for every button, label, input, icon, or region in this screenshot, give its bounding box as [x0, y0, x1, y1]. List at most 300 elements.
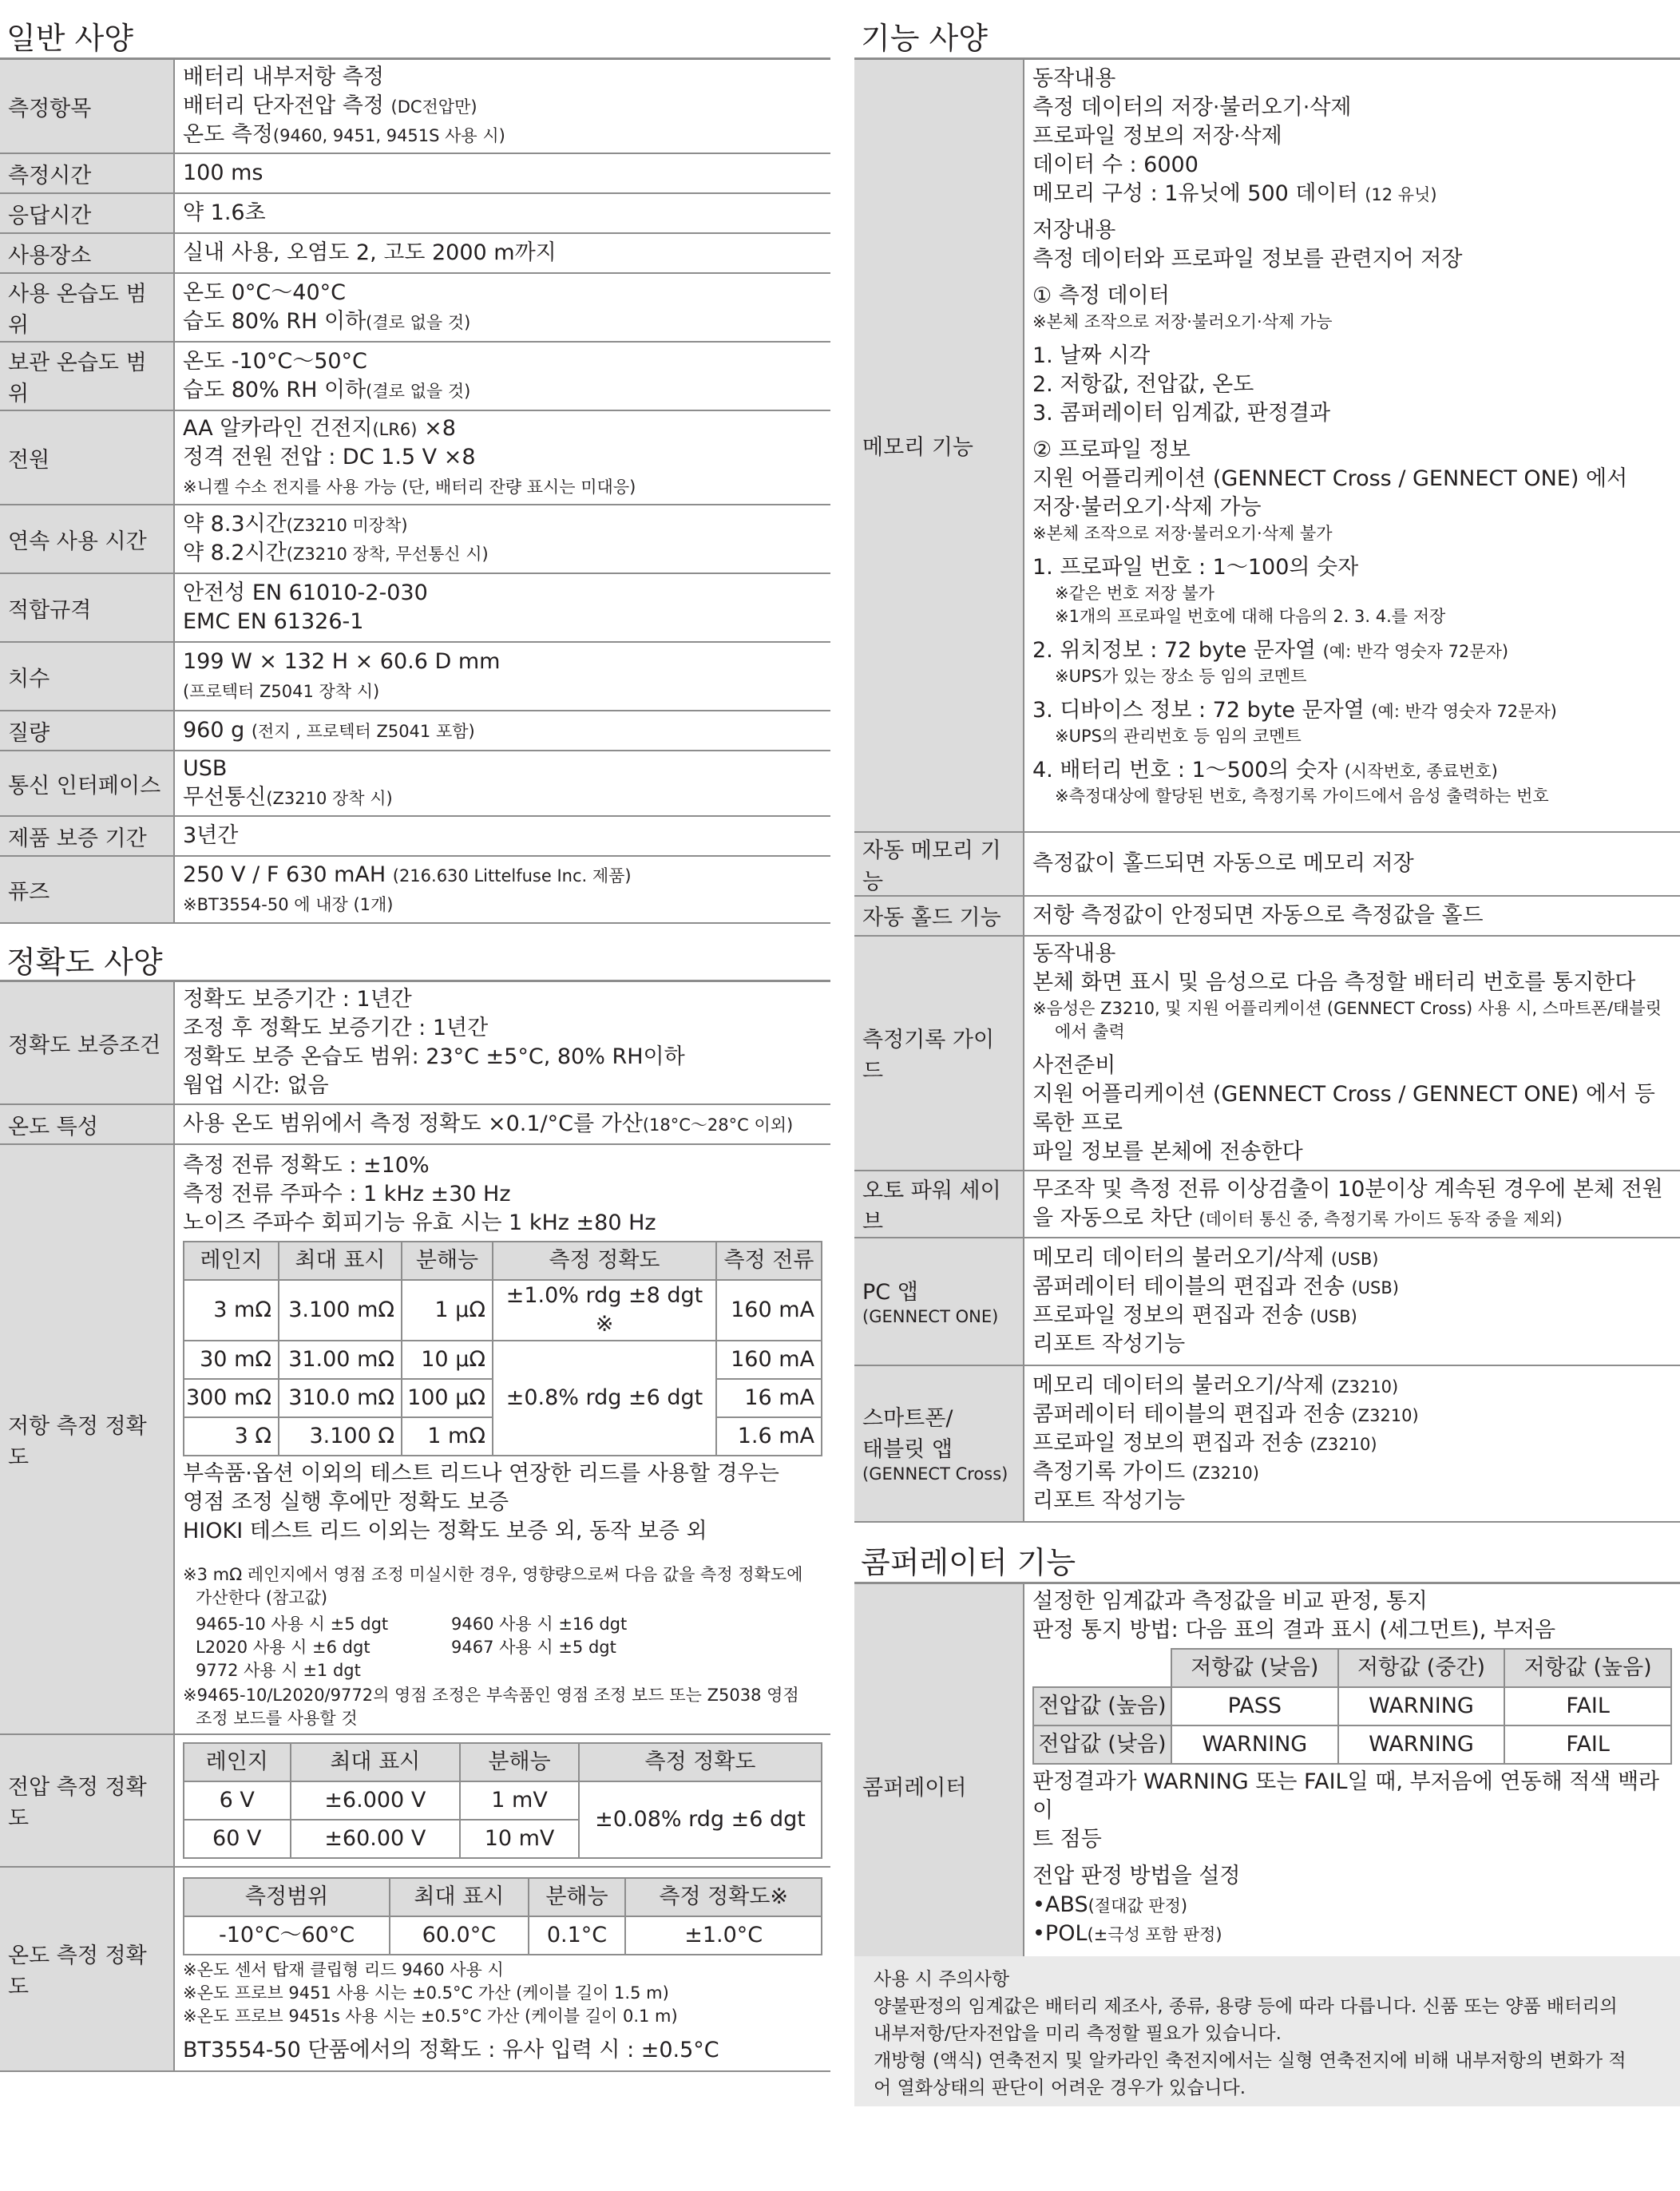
- spec-row: [0, 273, 830, 342]
- cell: FAIL: [1504, 1725, 1671, 1764]
- line: 2. 저항값, 전압값, 온도: [1032, 372, 1254, 397]
- line: 저장내용: [1032, 218, 1116, 243]
- row-label: 오토 파워 세이브: [854, 1171, 1024, 1238]
- cell: 160 mA: [716, 1280, 822, 1341]
- row-label: 적합규격: [0, 573, 174, 642]
- row-value: [174, 505, 830, 573]
- comparator-title: 콤퍼레이터 기능: [861, 1544, 1076, 1580]
- value-line: [183, 239, 822, 267]
- line: 지원 어플리케이션 (GENNECT Cross / GENNECT ONE) 에서: [1032, 466, 1628, 491]
- function-spec-title: 기능 사양: [861, 21, 988, 56]
- note: (시작번호, 종료번호): [1344, 762, 1498, 781]
- cell: 16 mA: [716, 1379, 822, 1417]
- value-line: [183, 676, 822, 705]
- cell: 31.00 mΩ: [279, 1341, 402, 1379]
- line: 배터리 내부저항 측정: [183, 65, 384, 89]
- row-label: 치수: [0, 642, 174, 711]
- col-header: 측정범위: [184, 1878, 390, 1916]
- note: (±극성 포함 판정): [1087, 1924, 1222, 1944]
- line: 콤퍼레이터 테이블의 편집과 전송: [1032, 1401, 1352, 1427]
- note: (18°C～28°C 이외): [642, 1115, 794, 1135]
- line: 측정 데이터의 저장·불러오기·삭제: [1032, 95, 1352, 120]
- cell: ±0.8% rdg ±6 dgt: [493, 1341, 716, 1456]
- line: 본체 화면 표시 및 음성으로 다음 측정할 배터리 번호를 통지한다: [1032, 969, 1636, 995]
- line: 어 열화상태의 판단이 어려운 경우가 있습니다.: [874, 2078, 1246, 2098]
- row-value: [174, 751, 830, 816]
- line: ① 측정 데이터: [1032, 283, 1170, 308]
- cell: 3.100 Ω: [279, 1417, 402, 1456]
- line: 리포트 작성기능: [1032, 1331, 1186, 1357]
- note: 9467 사용 시 ±5 dgt: [451, 1638, 616, 1657]
- spec-row: [0, 505, 830, 573]
- label-sub: (GENNECT Cross): [862, 1464, 1008, 1484]
- line: 부속품·옵션 이외의 테스트 리드나 연장한 리드를 사용할 경우는: [183, 1461, 779, 1486]
- row-value: [174, 59, 830, 154]
- spec-row: [0, 816, 830, 856]
- spec-row: [0, 751, 830, 816]
- note: (DC전압만): [390, 97, 477, 117]
- cell: ±0.08% rdg ±6 dgt: [579, 1781, 822, 1858]
- temperature-range-table: [183, 1877, 822, 1955]
- cell: WARNING: [1338, 1687, 1505, 1725]
- cell: 60.0°C: [390, 1916, 528, 1955]
- note: 9772 사용 시 ±1 dgt: [196, 1661, 361, 1680]
- auto-power-save-row: [854, 1171, 1680, 1238]
- row-label: 정확도 보증조건: [0, 981, 174, 1105]
- row-label: 연속 사용 시간: [0, 505, 174, 573]
- row-value: [1024, 1583, 1680, 1989]
- row-label: 전원: [0, 410, 174, 505]
- col-header: 저항값 (높음): [1504, 1649, 1671, 1687]
- line: 프로파일 정보의 편집과 전송: [1032, 1302, 1310, 1328]
- cell: 100 μΩ: [402, 1379, 493, 1417]
- row-value: [1024, 59, 1680, 832]
- row-label: 온도 특성: [0, 1104, 174, 1144]
- line: 프로파일 정보의 저장·삭제: [1032, 124, 1282, 149]
- line: 4. 배터리 번호 : 1～500의 숫자: [1032, 758, 1338, 782]
- row-label: 통신 인터페이스: [0, 751, 174, 816]
- line: 실내 사용, 오염도 2, 고도 2000 m까지: [183, 240, 557, 265]
- row-label: 전압 측정 정확도: [0, 1734, 174, 1867]
- line: 동작내용: [1032, 941, 1116, 966]
- cell: 60 V: [184, 1820, 291, 1858]
- voltage-accuracy-row: [0, 1734, 830, 1867]
- left-column: [0, 0, 830, 2072]
- line: 1. 날짜 시각: [1032, 343, 1151, 368]
- line: 약 1.6초: [183, 200, 266, 225]
- line: 프로파일 정보의 편집과 전송: [1032, 1430, 1310, 1456]
- note: (전지 , 프로텍터 Z5041 포함): [251, 722, 475, 741]
- note: (Z3210): [1191, 1463, 1259, 1483]
- row-label: 측정항목: [0, 59, 174, 154]
- note: 9460 사용 시 ±16 dgt: [451, 1615, 628, 1634]
- line: 3. 콤퍼레이터 임계값, 판정결과: [1032, 401, 1331, 426]
- line: 3년간: [183, 823, 239, 848]
- note: (Z3210 장착, 무선통신 시): [286, 545, 489, 564]
- cell: ±6.000 V: [291, 1781, 461, 1820]
- cell: 3.100 mΩ: [279, 1280, 402, 1341]
- line: 무조작 및 측정 전류 이상검출이 10분이상 계속된 경우에 본체 전원: [1032, 1176, 1663, 1202]
- line: 배터리 단자전압 측정: [183, 93, 391, 118]
- cell: 0.1°C: [529, 1916, 626, 1955]
- row-value: [1024, 1171, 1680, 1238]
- value-line: [183, 889, 822, 918]
- col-header: 최대 표시: [291, 1743, 461, 1781]
- value-line: [183, 347, 822, 376]
- row-value: [174, 981, 830, 1105]
- spec-row: [0, 342, 830, 410]
- line: 정확도 보증 온습도 범위: 23°C ±5°C, 80% RH이하: [183, 1044, 685, 1069]
- table-row: [184, 1341, 822, 1379]
- row-label: 자동 메모리 기능: [854, 832, 1024, 896]
- value-line: [183, 716, 822, 745]
- col-header: 분해능: [529, 1878, 626, 1916]
- note: (결로 없을 것): [366, 313, 471, 332]
- line: 메모리 구성 : 1유닛에 500 데이터: [1032, 181, 1358, 206]
- value-line: [183, 307, 822, 336]
- note: 에서 출력: [1055, 1021, 1125, 1041]
- value-line: [183, 199, 822, 228]
- row-value: [174, 1867, 830, 2071]
- row-label: 메모리 기능: [854, 59, 1024, 832]
- note: ※UPS의 관리번호 등 임의 코멘트: [1055, 727, 1302, 746]
- row-label: 보관 온습도 범위: [0, 342, 174, 410]
- line: 199 W × 132 H × 60.6 D mm: [183, 649, 501, 674]
- cell: 3 mΩ: [184, 1280, 279, 1341]
- line: 영점 조정 실행 후에만 정확도 보증: [183, 1490, 509, 1515]
- memory-function-row: [854, 59, 1680, 832]
- row-label: 콤퍼레이터: [854, 1583, 1024, 1989]
- line: 판정 통지 방법: 다음 표의 결과 표시 (세그먼트), 부저음: [1032, 1617, 1556, 1642]
- note: (Z3210): [1310, 1434, 1377, 1454]
- line: 트 점등: [1032, 1826, 1102, 1852]
- row-value: [174, 410, 830, 505]
- row-header: 전압값 (낮음): [1033, 1725, 1171, 1764]
- cell: ±60.00 V: [291, 1820, 461, 1858]
- line: 판정결과가 WARNING 또는 FAIL일 때, 부저음에 연동해 적색 백라이: [1032, 1769, 1660, 1823]
- table-row: [184, 1280, 822, 1341]
- note: ※니켈 수소 전지를 사용 가능 (단, 배터리 잔량 표시는 미대응): [183, 477, 636, 497]
- spec-row: [0, 233, 830, 273]
- note: (Z3210): [1330, 1377, 1399, 1397]
- line: HIOKI 테스트 리드 이외는 정확도 보증 외, 동작 보증 외: [183, 1519, 707, 1543]
- spec-row: [0, 573, 830, 642]
- spec-row: [0, 410, 830, 505]
- label: 태블릿 앱: [862, 1437, 953, 1462]
- line: 메모리 데이터의 불러오기/삭제: [1032, 1373, 1331, 1398]
- value-line: [183, 510, 822, 539]
- row-label: 측정기록 가이드: [854, 936, 1024, 1171]
- note: (USB): [1310, 1306, 1357, 1326]
- row-label: 측정시간: [0, 153, 174, 193]
- row-value: [174, 642, 830, 711]
- cell: WARNING: [1338, 1725, 1505, 1764]
- value-line: [183, 608, 822, 636]
- line: 습도 80% RH 이하: [183, 378, 367, 402]
- resistance-range-table: [183, 1241, 822, 1456]
- line: 정격 전원 전압 : DC 1.5 V ×8: [183, 445, 476, 470]
- line: EMC EN 61326-1: [183, 609, 364, 634]
- value-line: [183, 121, 822, 149]
- cell: 1 mΩ: [402, 1417, 493, 1456]
- accuracy-spec-table: [0, 980, 830, 2072]
- line: 파일 정보를 본체에 전송한다: [1032, 1139, 1303, 1164]
- note: ※본체 조작으로 저장·불러오기·삭제 가능: [1032, 312, 1333, 331]
- accuracy-spec-title: 정확도 사양: [6, 945, 163, 980]
- accuracy-guarantee-row: [0, 981, 830, 1105]
- note: (USB): [1351, 1278, 1399, 1298]
- note: ※9465-10/L2020/9772의 영점 조정은 부속품인 영점 조정 보드 또는 Z5038 영점: [183, 1686, 799, 1705]
- label: 스마트폰/: [862, 1406, 953, 1431]
- row-value: [174, 153, 830, 193]
- line: 습도 80% RH 이하: [183, 309, 367, 334]
- line: 측정 전류 주파수 : 1 kHz ±30 Hz: [183, 1182, 511, 1206]
- row-value: [174, 573, 830, 642]
- measurement-guide-row: [854, 936, 1680, 1171]
- row-label: 응답시간: [0, 193, 174, 233]
- table-row: [184, 1916, 822, 1955]
- row-label: 저항 측정 정확도: [0, 1144, 174, 1734]
- voltage-range-table: [183, 1742, 822, 1859]
- row-value: [174, 233, 830, 273]
- value-line: [183, 648, 822, 676]
- row-value: [174, 1144, 830, 1734]
- table-row: [184, 1781, 822, 1820]
- line: 측정기록 가이드: [1032, 1459, 1192, 1484]
- col-header: 측정 전류: [716, 1242, 822, 1280]
- row-value: 저항 측정값이 안정되면 자동으로 측정값을 홀드: [1024, 896, 1680, 936]
- note: (절대값 판정): [1088, 1896, 1188, 1916]
- line: 2. 위치정보 : 72 byte 문자열: [1032, 638, 1317, 663]
- row-value: [174, 1104, 830, 1144]
- line: BT3554-50 단품에서의 정확도 : 유사 입력 시 : ±0.5°C: [183, 2037, 719, 2062]
- line: 저장·불러오기·삭제 가능: [1032, 495, 1262, 520]
- line: 동작내용: [1032, 66, 1116, 91]
- cell: 30 mΩ: [184, 1341, 279, 1379]
- note: 조정 보드를 사용할 것: [196, 1709, 358, 1728]
- note: ※1개의 프로파일 번호에 대해 다음의 2. 3. 4.를 저장: [1055, 607, 1446, 626]
- note: (12 유닛): [1365, 185, 1437, 204]
- note: ※본체 조작으로 저장·불러오기·삭제 불가: [1032, 524, 1333, 543]
- auto-hold-row: [854, 896, 1680, 936]
- cell: WARNING: [1171, 1725, 1338, 1764]
- cell: ±1.0% rdg ±8 dgt ※: [493, 1280, 716, 1341]
- row-value: [174, 193, 830, 233]
- line: 3. 디바이스 정보 : 72 byte 문자열: [1032, 698, 1365, 723]
- col-header: 레인지: [184, 1242, 279, 1280]
- line: 노이즈 주파수 회피기능 유효 시는 1 kHz ±80 Hz: [183, 1210, 656, 1235]
- value-line: [183, 783, 822, 812]
- line: 웜업 시간: 없음: [183, 1073, 329, 1098]
- row-value: [174, 856, 830, 923]
- spec-row: [0, 642, 830, 711]
- row-value: [174, 342, 830, 410]
- value-line: [183, 539, 822, 568]
- value-line: [183, 376, 822, 405]
- line: 데이터 수 : 6000: [1032, 153, 1199, 177]
- row-label: 사용장소: [0, 233, 174, 273]
- note: ※UPS가 있는 장소 등 임의 코멘트: [1055, 667, 1307, 686]
- row-label: 퓨즈: [0, 856, 174, 923]
- label: PC 앱: [862, 1279, 918, 1305]
- row-value: [1024, 1365, 1680, 1522]
- pc-app-row: [854, 1238, 1680, 1365]
- note: (Z3210 미장착): [286, 516, 408, 535]
- line: 측정 데이터와 프로파일 정보를 관련지어 저장: [1032, 247, 1463, 271]
- cell: 1 mV: [460, 1781, 579, 1820]
- line: 안전성 EN 61010-2-030: [183, 580, 428, 605]
- col-header: 측정 정확도※: [625, 1878, 822, 1916]
- cell: [1033, 1649, 1171, 1687]
- line: USB: [183, 756, 228, 781]
- note: ※온도 프로브 9451s 사용 시는 ±0.5°C 가산 (케이블 길이 0.1 m): [183, 2006, 678, 2026]
- row-label: 온도 측정 정확도: [0, 1867, 174, 2071]
- auto-memory-row: [854, 832, 1680, 896]
- cell: 3 Ω: [184, 1417, 279, 1456]
- right-column: [854, 0, 1680, 1990]
- note: (LR6): [372, 420, 418, 439]
- line: •POL: [1032, 1920, 1088, 1946]
- col-header: 분해능: [460, 1743, 579, 1781]
- cell: -10°C～60°C: [184, 1916, 390, 1955]
- note: ※BT3554-50 에 내장 (1개): [183, 895, 394, 914]
- line: 조정 후 정확도 보증기간 : 1년간: [183, 1016, 489, 1040]
- note: ※같은 번호 저장 불가: [1055, 584, 1214, 603]
- temp-char-row: [0, 1104, 830, 1144]
- value-line: [183, 822, 822, 850]
- row-label: 질량: [0, 711, 174, 751]
- table-row: [1033, 1687, 1671, 1725]
- line: 콤퍼레이터 테이블의 편집과 전송: [1032, 1274, 1352, 1299]
- line: 리포트 작성기능: [1032, 1488, 1186, 1513]
- row-label: 제품 보증 기간: [0, 816, 174, 856]
- line: ② 프로파일 정보: [1032, 438, 1191, 462]
- row-value: [174, 816, 830, 856]
- general-spec-title: 일반 사양: [6, 21, 133, 56]
- cell: 310.0 mΩ: [279, 1379, 402, 1417]
- cell: 160 mA: [716, 1341, 822, 1379]
- value-line: [183, 92, 822, 121]
- line: 내부저항/단자전압을 미리 측정할 필요가 있습니다.: [874, 2023, 1282, 2044]
- value-line: [183, 414, 822, 443]
- note: 가산한다 (참고값): [196, 1588, 328, 1607]
- cell: FAIL: [1504, 1687, 1671, 1725]
- notes-title: 사용 시 주의사항: [874, 1969, 1010, 1990]
- line: 온도 -10°C～50°C: [183, 349, 367, 374]
- line: 100 ms: [183, 160, 263, 185]
- note: (Z3210): [1351, 1405, 1419, 1425]
- line: ×8: [417, 416, 456, 441]
- note: 9465-10 사용 시 ±5 dgt: [196, 1615, 389, 1634]
- line: 전압 판정 방법을 설정: [1032, 1863, 1241, 1888]
- value-line: [183, 159, 822, 188]
- line: 약 8.2시간: [183, 541, 287, 565]
- note: (결로 없을 것): [366, 382, 471, 401]
- note: L2020 사용 시 ±6 dgt: [196, 1638, 370, 1657]
- line: 메모리 데이터의 불러오기/삭제: [1032, 1245, 1331, 1270]
- line: 1. 프로파일 번호 : 1～100의 숫자: [1032, 555, 1359, 580]
- line: 개방형 (액식) 연축전지 및 알카라인 축전지에서는 실형 연축전지에 비해 내부저항의 변화가 적: [874, 2050, 1627, 2071]
- usage-notes-box: [854, 1956, 1680, 2106]
- spec-row: [0, 59, 830, 154]
- value-line: [183, 579, 822, 608]
- cell: PASS: [1171, 1687, 1338, 1725]
- row-value: [174, 1734, 830, 1867]
- row-value: [174, 711, 830, 751]
- row-label: 자동 홀드 기능: [854, 896, 1024, 936]
- function-spec-table: [854, 57, 1680, 1523]
- row-value: 측정값이 홀드되면 자동으로 메모리 저장: [1024, 832, 1680, 896]
- note: (Z3210 장착 시): [266, 789, 393, 808]
- note: ※온도 프로브 9451 사용 시는 ±0.5°C 가산 (케이블 길이 1.5 m): [183, 1983, 669, 2003]
- note: (예: 반각 영숫자 72문자): [1322, 642, 1509, 661]
- row-value: [174, 273, 830, 342]
- row-value: [1024, 1238, 1680, 1365]
- note: ※온도 센서 탑재 클립형 리드 9460 사용 시: [183, 1959, 504, 1979]
- col-header: 최대 표시: [279, 1242, 402, 1280]
- cell: 1 μΩ: [402, 1280, 493, 1341]
- note: ※측정대상에 할당된 번호, 측정기록 가이드에서 음성 출력하는 번호: [1055, 786, 1549, 806]
- row-label: [854, 1365, 1024, 1522]
- value-line: [183, 472, 822, 501]
- comparator-table: [854, 1582, 1680, 1990]
- line: 측정 전류 정확도 : ±10%: [183, 1153, 430, 1178]
- line: 온도 측정: [183, 122, 273, 147]
- cell: 6 V: [184, 1781, 291, 1820]
- spec-row: [0, 193, 830, 233]
- col-header: 저항값 (낮음): [1171, 1649, 1338, 1687]
- note: (프로텍터 Z5041 장착 시): [183, 682, 380, 701]
- col-header: 분해능: [402, 1242, 493, 1280]
- note: (예: 반각 영숫자 72문자): [1371, 702, 1557, 721]
- line: 250 V / F 630 mAH: [183, 862, 393, 887]
- note: (216.630 Littelfuse Inc. 제품): [392, 866, 632, 886]
- line: 사용 온도 범위에서 측정 정확도 ×0.1/°C를 가산: [183, 1111, 643, 1136]
- note: ※음성은 Z3210, 및 지원 어플리케이션 (GENNECT Cross) 사용 시, 스마트폰/태블릿: [1032, 998, 1662, 1018]
- label-sub: (GENNECT ONE): [862, 1306, 999, 1326]
- line: 온도 0°C～40°C: [183, 280, 346, 305]
- line: 무선통신: [183, 785, 267, 810]
- smartphone-app-row: [854, 1365, 1680, 1522]
- value-line: [183, 279, 822, 307]
- temperature-accuracy-row: [0, 1867, 830, 2071]
- row-header: 전압값 (높음): [1033, 1687, 1171, 1725]
- comparator-row: [854, 1583, 1680, 1989]
- line: 사전준비: [1032, 1052, 1116, 1078]
- row-label: 사용 온습도 범위: [0, 273, 174, 342]
- table-row: [1033, 1725, 1671, 1764]
- line: 을 자동으로 차단: [1032, 1205, 1199, 1230]
- value-line: [183, 443, 822, 472]
- spec-row: [0, 856, 830, 923]
- note: ※3 mΩ 레인지에서 영점 조정 미실시한 경우, 영향량으로써 다음 값을 측정 정확도에: [183, 1565, 803, 1584]
- line: 설정한 임계값과 측정값을 비교 판정, 통지: [1032, 1588, 1428, 1614]
- row-label: [854, 1238, 1024, 1365]
- value-line: [183, 755, 822, 783]
- cell: 1.6 mA: [716, 1417, 822, 1456]
- line: AA 알카라인 건전지: [183, 416, 373, 441]
- col-header: 측정 정확도: [579, 1743, 822, 1781]
- value-line: [183, 861, 822, 889]
- line: •ABS: [1032, 1892, 1088, 1917]
- line: 960 g: [183, 718, 252, 743]
- col-header: 레인지: [184, 1743, 291, 1781]
- col-header: 저항값 (중간): [1338, 1649, 1505, 1687]
- spec-row: [0, 711, 830, 751]
- general-spec-table: [0, 57, 830, 924]
- line: 약 8.3시간: [183, 512, 287, 537]
- line: 지원 어플리케이션 (GENNECT Cross / GENNECT ONE) 에서 등록한 프로: [1032, 1081, 1655, 1135]
